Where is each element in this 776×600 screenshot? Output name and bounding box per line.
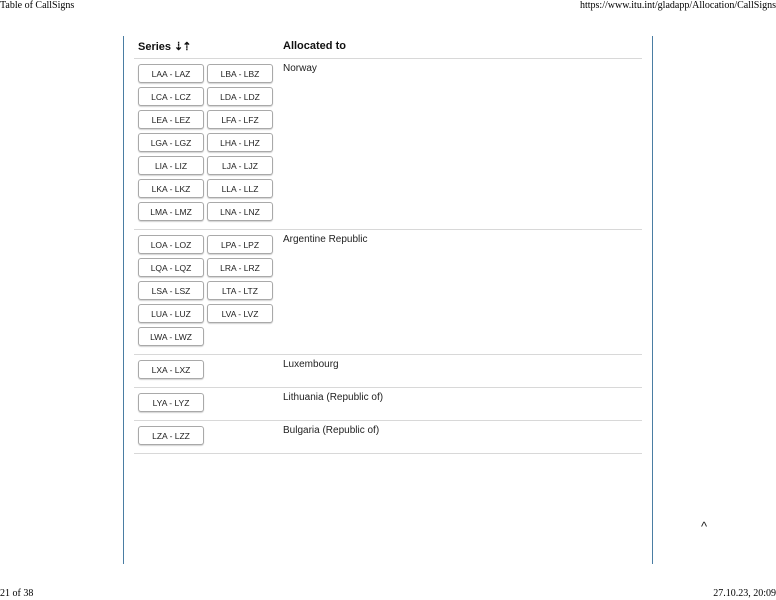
allocated-country: Lithuania (Republic of) [283,392,384,403]
series-list [134,235,279,350]
series-chip[interactable]: LHA - LHZ [207,133,273,152]
print-footer [0,588,776,600]
table-row [134,59,642,230]
series-chip[interactable]: LIA - LIZ [138,156,204,175]
allocated-country: Norway [283,63,317,74]
series-chip[interactable]: LKA - LKZ [138,179,204,198]
series-chip[interactable]: LSA - LSZ [138,281,204,300]
table-header [134,36,642,59]
series-chip[interactable]: LVA - LVZ [207,304,273,323]
series-chip[interactable]: LPA - LPZ [207,235,273,254]
series-chip[interactable]: LAA - LAZ [138,64,204,83]
series-column-header[interactable] [138,40,190,53]
series-chip[interactable]: LNA - LNZ [207,202,273,221]
series-chip[interactable]: LBA - LBZ [207,64,273,83]
scroll-to-top-icon[interactable]: ^ [700,519,708,534]
series-chip[interactable]: LJA - LJZ [207,156,273,175]
series-list [134,360,279,383]
left-border-rule [123,36,124,564]
print-header [0,0,776,12]
series-chip[interactable]: LMA - LMZ [138,202,204,221]
series-chip[interactable]: LZA - LZZ [138,426,204,445]
series-list [134,426,279,449]
print-page-url: https://www.itu.int/gladapp/Allocation/CallSigns [579,0,776,11]
series-chip[interactable]: LWA - LWZ [138,327,204,346]
print-datetime: 27.10.23, 20:09 [713,588,776,599]
allocated-country: Bulgaria (Republic of) [283,425,380,436]
callsign-table [134,36,642,454]
table-row [134,355,642,388]
allocated-country: Argentine Republic [283,234,368,245]
table-row [134,230,642,355]
series-chip[interactable]: LDA - LDZ [207,87,273,106]
series-header-label: Series [138,41,172,53]
allocated-column-header: Allocated to [283,40,346,52]
allocated-country: Luxembourg [283,359,339,370]
series-chip[interactable]: LXA - LXZ [138,360,204,379]
series-chip[interactable]: LTA - LTZ [207,281,273,300]
series-chip[interactable]: LLA - LLZ [207,179,273,198]
print-page-number: 21 of 38 [0,588,34,599]
series-chip[interactable]: LUA - LUZ [138,304,204,323]
series-chip[interactable]: LQA - LQZ [138,258,204,277]
series-chip[interactable]: LOA - LOZ [138,235,204,254]
series-list [134,64,279,225]
series-chip[interactable]: LFA - LFZ [207,110,273,129]
series-chip[interactable]: LEA - LEZ [138,110,204,129]
series-chip[interactable]: LRA - LRZ [207,258,273,277]
print-page-title: Table of CallSigns [0,0,75,11]
series-chip[interactable]: LGA - LGZ [138,133,204,152]
sort-icon[interactable]: ⇣⇡ [174,41,191,53]
table-row [134,421,642,454]
series-chip[interactable]: LCA - LCZ [138,87,204,106]
series-chip[interactable]: LYA - LYZ [138,393,204,412]
series-list [134,393,279,416]
right-border-rule [652,36,653,564]
table-row [134,388,642,421]
